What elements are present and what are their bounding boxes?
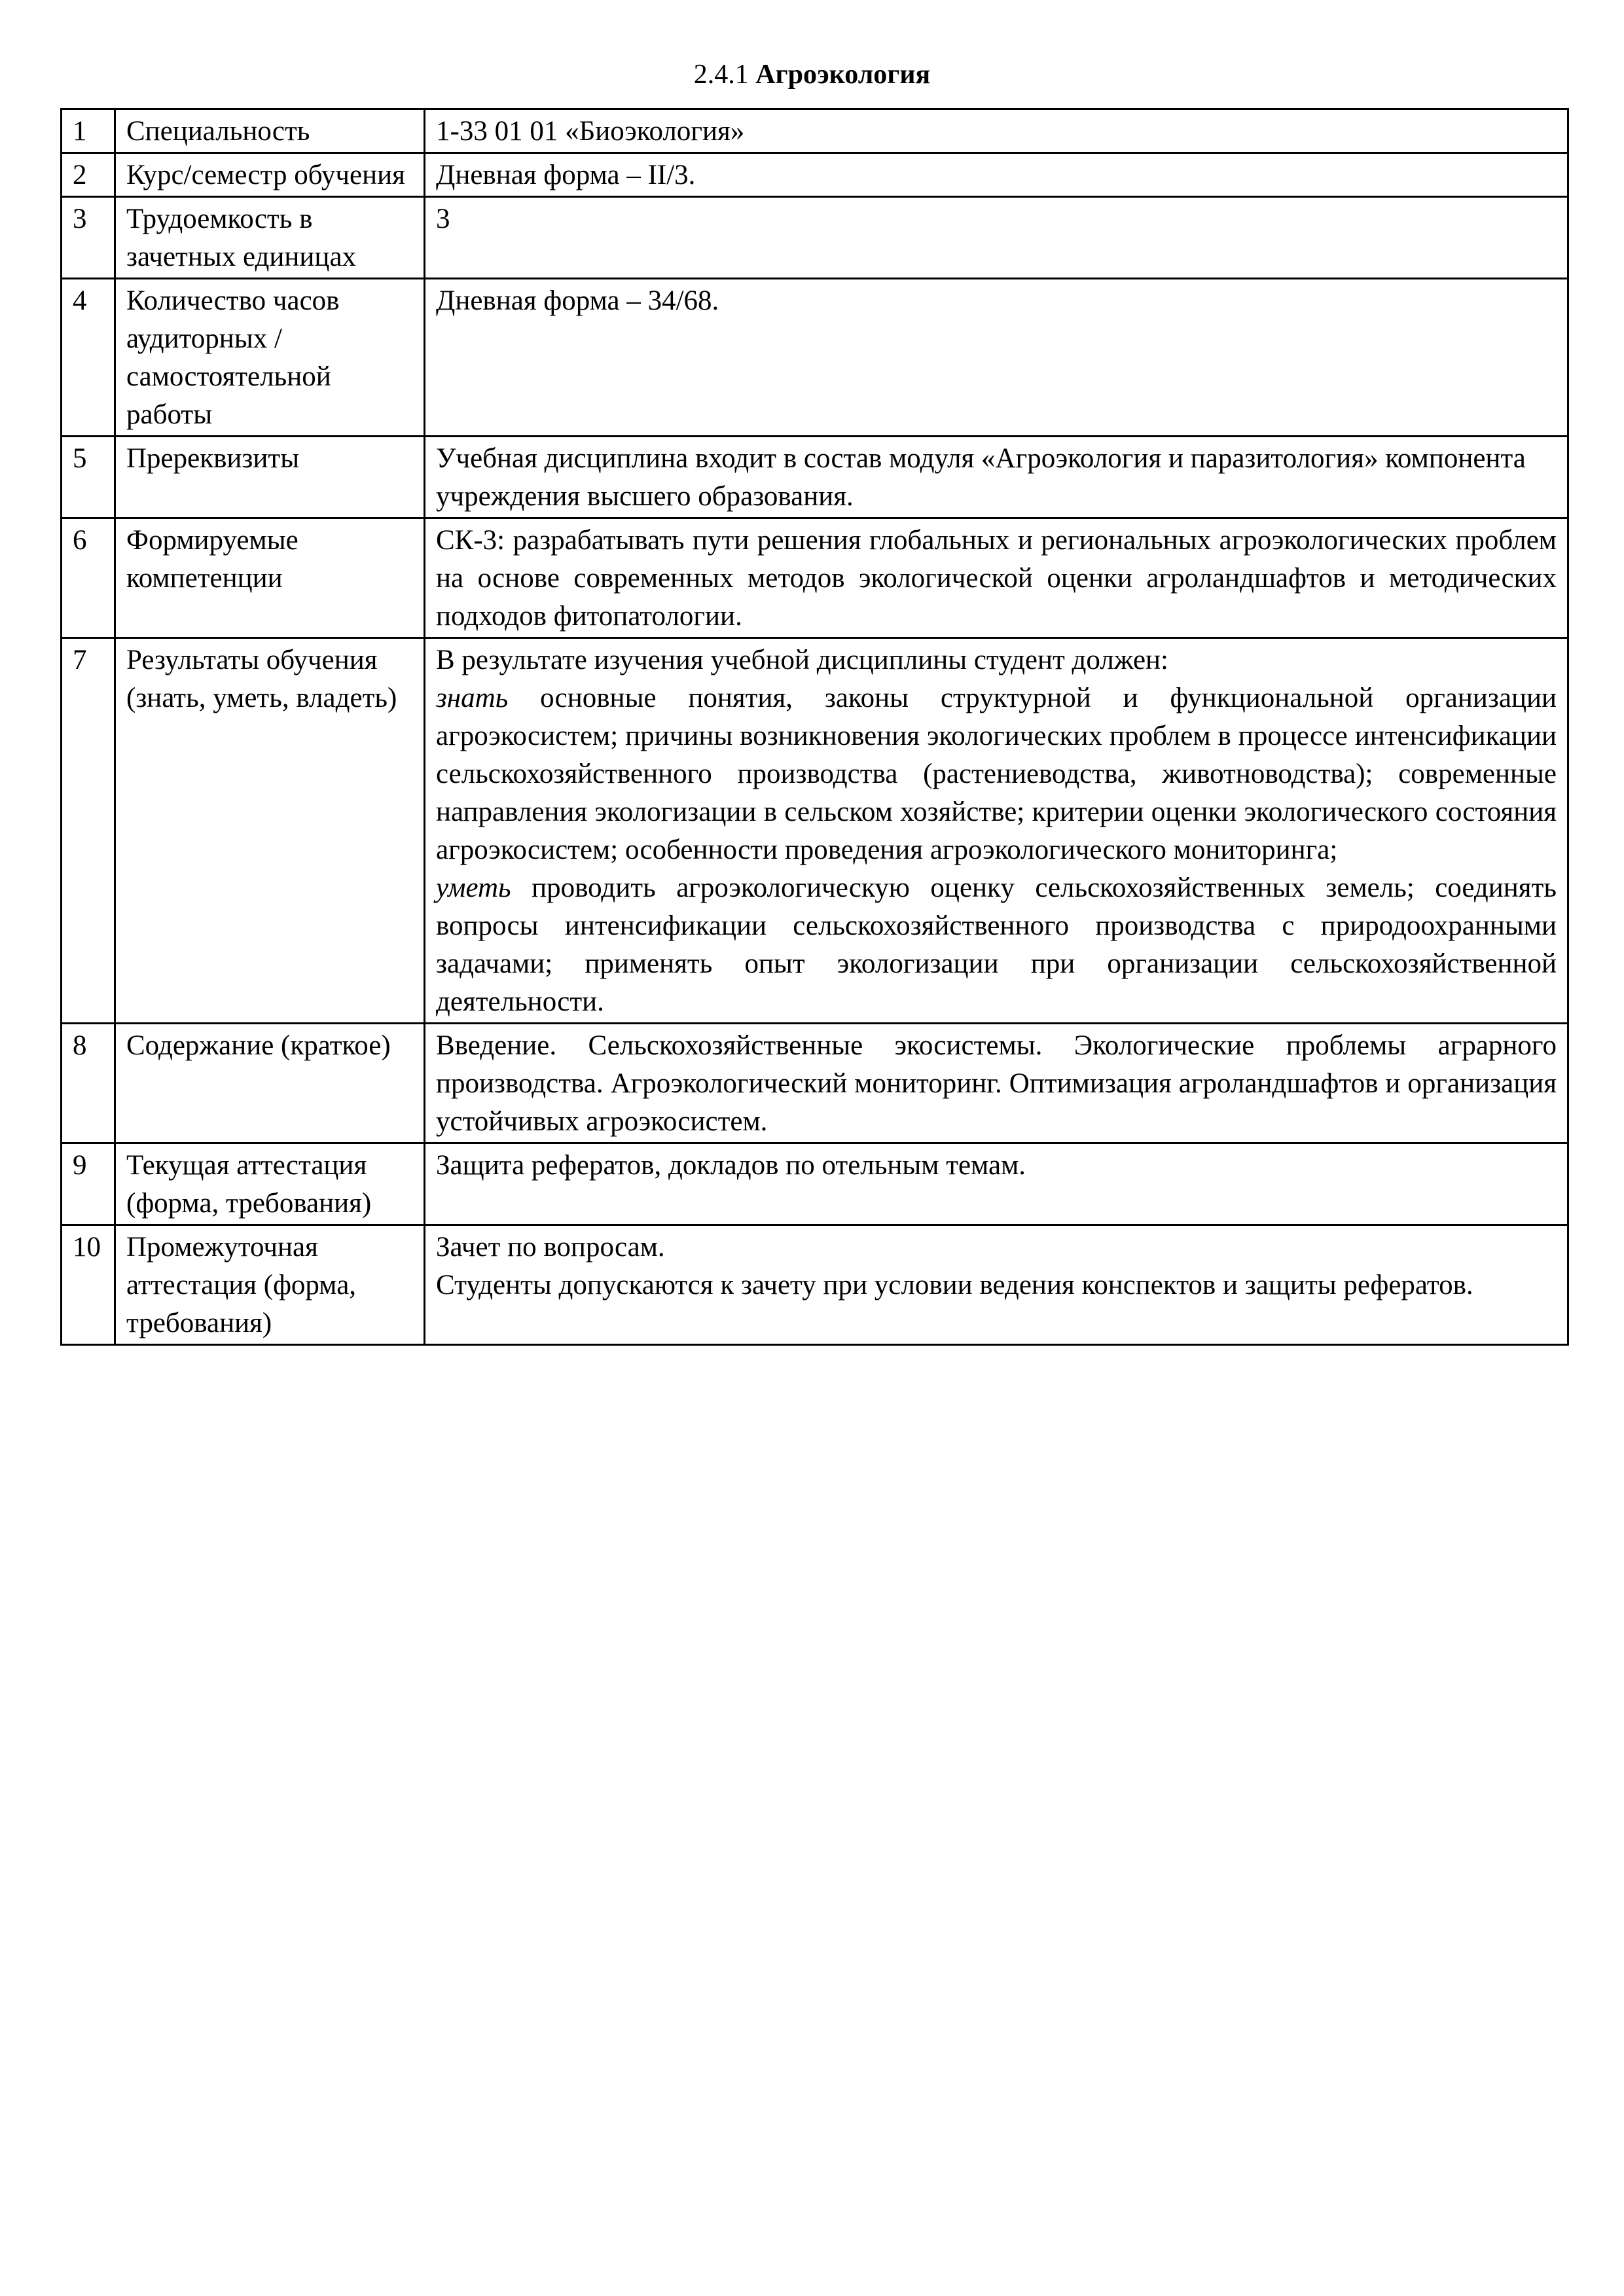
table-row [62,153,1568,197]
row-label: Формируемые компетенции [115,518,425,638]
row-value: Учебная дисциплина входит в состав модуля «Агроэкология и паразитология» компонента учреждения высшего образования. [425,437,1568,518]
page-title [0,56,1624,93]
row-number: 9 [62,1143,115,1225]
can-term: уметь [436,872,511,903]
row-number: 8 [62,1024,115,1143]
table-row [62,518,1568,638]
row-number: 6 [62,518,115,638]
know-term: знать [436,683,509,713]
discipline-table [60,108,1569,1346]
row-label: Результаты обучения (знать, уметь, владеть) [115,638,425,1024]
row-number: 5 [62,437,115,518]
table-row [62,437,1568,518]
can-paragraph [436,869,1557,1021]
discipline-name: Агроэкология [755,60,931,90]
row-number: 2 [62,153,115,197]
final-form: Зачет по вопросам. [436,1232,665,1263]
row-label: Специальность [115,109,425,153]
know-text: основные понятия, законы структурной и функциональной организации агроэкосистем; причины возникновения экологических проблем в процессе интенсификации сельскохозяйственного производства (растениеводства, животноводства); современные направления экологизации в сельском хозяйстве; критерии оценки экологического состояния агроэкосистем; особенности проведения агроэкологического мониторинга; [436,683,1557,865]
table-row [62,1143,1568,1225]
table-row [62,197,1568,279]
table-row [62,1024,1568,1143]
table-row [62,638,1568,1024]
row-label: Курс/семестр обучения [115,153,425,197]
row-value: Дневная форма – II/3. [425,153,1568,197]
final-requirements: Студенты допускаются к зачету при условии ведения конспектов и защиты рефератов. [436,1270,1473,1300]
row-number: 7 [62,638,115,1024]
table-row [62,279,1568,437]
row-value: 3 [425,197,1568,279]
row-value: Дневная форма – 34/68. [425,279,1568,437]
row-value: Защита рефератов, докладов по отельным темам. [425,1143,1568,1225]
row-number: 1 [62,109,115,153]
can-text: проводить агроэкологическую оценку сельскохозяйственных земель; соединять вопросы интенсификации сельскохозяйственного производства с природоохранными задачами; применять опыт экологизации при организации сельскохозяйственной деятельности. [436,872,1557,1017]
table-row [62,109,1568,153]
know-paragraph [436,679,1557,869]
row-label: Количество часов аудиторных / самостоятельной работы [115,279,425,437]
row-number: 3 [62,197,115,279]
table-row [62,1225,1568,1345]
row-number: 4 [62,279,115,437]
row-value: 1-33 01 01 «Биоэкология» [425,109,1568,153]
results-intro: В результате изучения учебной дисциплины студент должен: [436,645,1169,675]
row-number: 10 [62,1225,115,1345]
section-number: 2.4.1 [693,60,749,90]
row-label: Промежуточная аттестация (форма, требования) [115,1225,425,1345]
row-value [425,638,1568,1024]
row-value: СК-3: разрабатывать пути решения глобальных и региональных агроэкологических проблем на основе современных методов экологической оценки агроландшафтов и методических подходов фитопатологии. [425,518,1568,638]
row-label: Пререквизиты [115,437,425,518]
row-label: Текущая аттестация (форма, требования) [115,1143,425,1225]
row-value [425,1225,1568,1345]
row-value: Введение. Сельскохозяйственные экосистемы. Экологические проблемы аграрного производства. Агроэкологический мониторинг. Оптимизация агроландшафтов и организация устойчивых агроэкосистем. [425,1024,1568,1143]
row-label: Содержание (краткое) [115,1024,425,1143]
row-label: Трудоемкость в зачетных единицах [115,197,425,279]
